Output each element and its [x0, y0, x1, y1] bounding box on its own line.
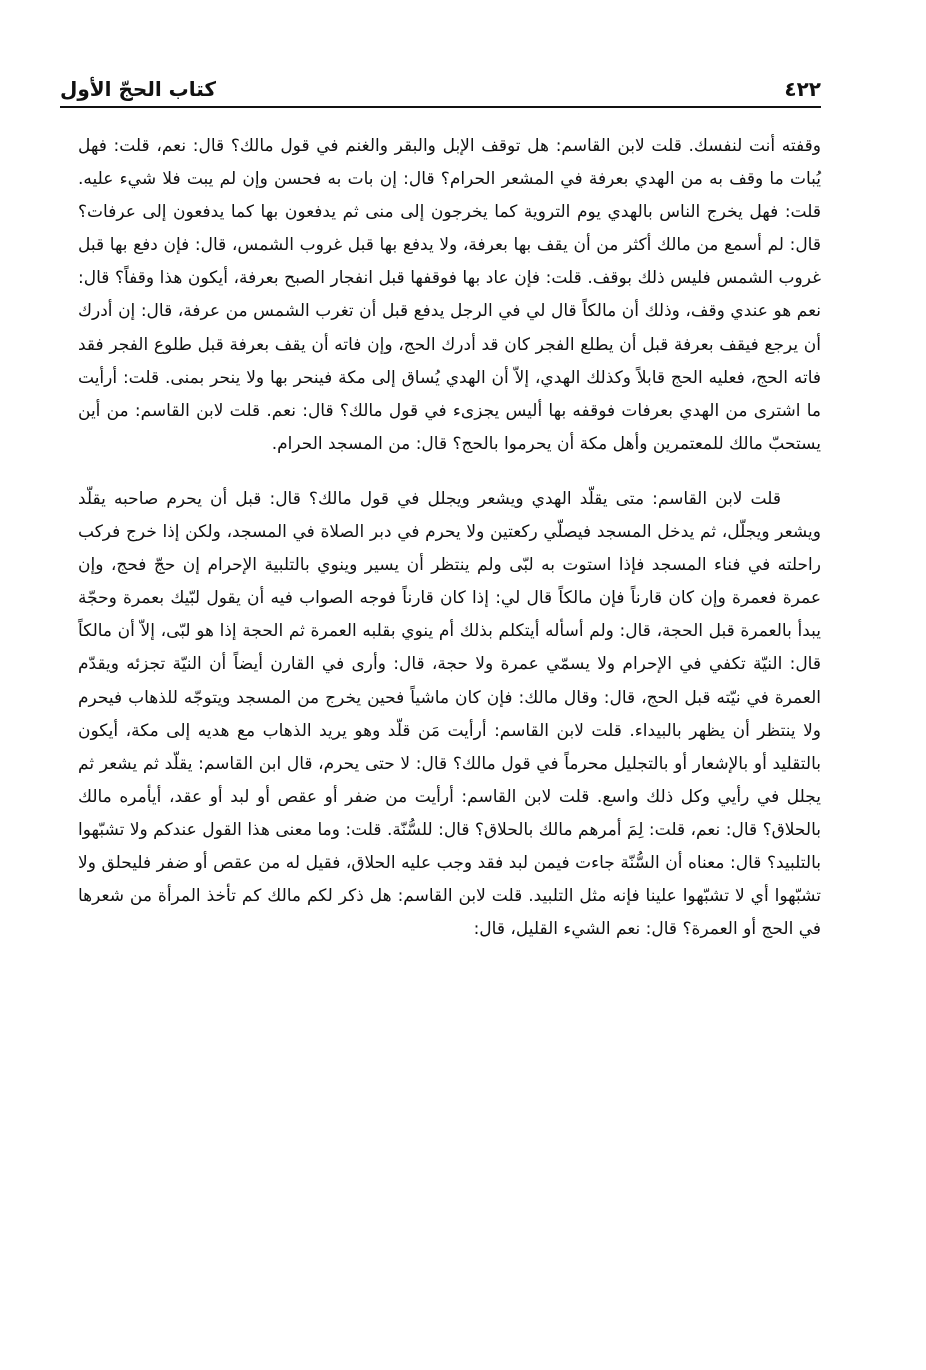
page-body	[78, 130, 821, 946]
paragraph-1: وقفته أنت لنفسك. قلت لابن القاسم: هل توقف الإبل والبقر والغنم في قول مالك؟ قال: نعم، قلت: فهل يُبات ما وقف به من الهدي بعرفة في المشعر الحرام؟ قال: إن بات به فحسن وإن لم يبت فلا شيء عليه. قلت: فهل يخرج الناس بالهدي يوم التروية كما يخرجون إلى منى ثم يدفعون بها كما يدفعون إلى عرفات؟ قال: لم أسمع من مالك أكثر من أن يقف بها بعرفة، ولا يدفع بها قبل غروب الشمس، قال: فإن دفع بها قبل غروب الشمس فليس ذلك بوقف. قلت: فإن عاد بها فوقفها قبل انفجار الصبح بعرفة، أيكون هذا وقفاً؟ قال: نعم هو عندي وقف، وذلك أن مالكاً قال لي في الرجل يدفع قبل أن تغرب الشمس من عرفة، قال: إن أدرك أن يرجع فيقف بعرفة قبل أن يطلع الفجر كان قد أدرك الحج، وإن فاته أن يقف بعرفة قبل طلوع الفجر فقد فاته الحج، فعليه الحج قابلاً وكذلك الهدي، إلاّ أن الهدي يُساق إلى مكة فينحر بها ولا ينحر بمنى. قلت: أرأيت ما اشترى من الهدي بعرفات فوقفه بها أليس يجزىء في قول مالك؟ قال: نعم. قلت لابن القاسم: من أين يستحبّ مالك للمعتمرين وأهل مكة أن يحرموا بالحج؟ قال: من المسجد الحرام.	[78, 136, 821, 454]
running-title: كتاب الحجّ الأول	[60, 77, 217, 101]
page-number: ٤٢٢	[784, 77, 821, 101]
paragraph-2: قلت لابن القاسم: متى يقلّد الهدي ويشعر ويجلل في قول مالك؟ قال: قبل أن يحرم صاحبه يقلّد ويشعر ويجلّل، ثم يدخل المسجد فيصلّي ركعتين ولا يحرم في دبر الصلاة في المسجد، ولكن إذا خرج فركب راحلته في فناء المسجد فإذا استوت به لبّى ولم ينتظر أن يسير وينوي بالتلبية الإحرام إن حجّ فحج، وإن عمرة فعمرة وإن كان قارناً فإن مالكاً قال لي: إذا كان قارناً فوجه الصواب فيه أن يقول لبّيك بعمرة وحجّة يبدأ بالعمرة قبل الحجة، قال: ولم أسأله أيتكلم بذلك أم ينوي بقلبه العمرة ثم الحجة إذا هو لبّى، إلاّ أن مالكاً قال: النيّة تكفي في الإحرام ولا يسمّي عمرة ولا حجة، قال: وأرى في القارن أيضاً أن النيّة تجزئه ويقدّم العمرة في نيّته قبل الحج، قال: وقال مالك: فإن كان ماشياً فحين يخرج من المسجد ويتوجّه للذهاب فيحرم ولا ينتظر أن يظهر بالبيداء. قلت لابن القاسم: أرأيت مَن قلّد وهو يريد الذهاب مع هديه إلى مكة، أيكون بالتقليد أو بالإشعار أو بالتجليل محرماً في قول مالك؟ قال: لا حتى يحرم، قال ابن القاسم: يقلّد ثم يشعر ثم يجلل في رأيي وكل ذلك واسع. قلت لابن القاسم: أرأيت من ضفر أو عقص أو لبد أو عقد، أيأمره مالك بالحلاق؟ قال: نعم، قلت: لِمَ أمرهم مالك بالحلاق؟ قال: للسُّنّة. قلت: وما معنى هذا القول عندكم ولا تشبّهوا بالتلبيد؟ قال: معناه أن السُّنّة جاءت فيمن لبد فقد وجب عليه الحلاق، فقيل له من عقص أو ضفر فليحلق ولا تشبّهوا أي لا تشبّهوا علينا فإنه مثل التلبيد. قلت لابن القاسم: هل ذكر لكم مالك كم تأخذ المرأة من شعرها في الحج أو العمرة؟ قال: نعم الشيء القليل، قال:	[78, 488, 821, 940]
page-header	[60, 70, 821, 104]
header-divider	[60, 106, 821, 108]
